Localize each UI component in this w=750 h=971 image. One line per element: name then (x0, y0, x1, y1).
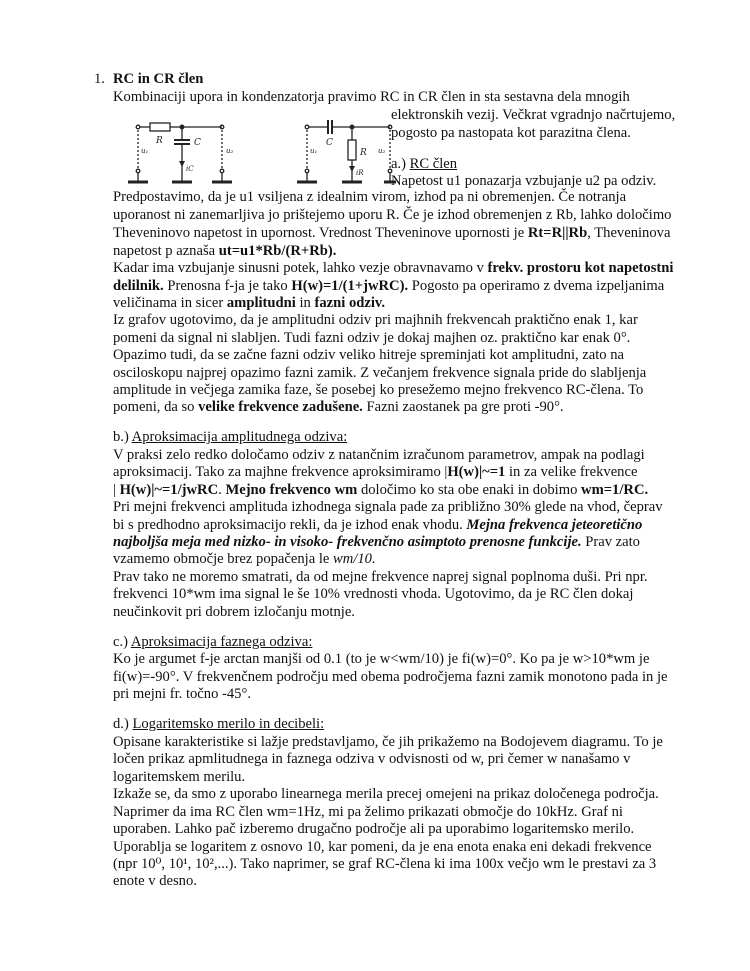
part-a-heading (391, 155, 457, 173)
bold-span: H(w)|~=1 (447, 464, 506, 480)
text-span: Pogosto pa operiramo z dvema izpeljanima (408, 278, 665, 294)
part-a-prefix: a.) (391, 156, 406, 172)
part-c-line-3: pri mejni fr. točno -45°. (113, 686, 251, 702)
bold-span: delilnik. (113, 278, 164, 294)
bold-span: frekv. prostoru kot napetostni (487, 260, 674, 276)
part-b-title: Aproksimacija amplitudnega odziva: (131, 429, 348, 445)
part-c-line-2: fi(w)=-90°. V frekvenčnem področju med obema področjema fazni zamik monotono pada in je (113, 669, 668, 685)
part-d-heading (113, 715, 324, 733)
part-a-line-8 (113, 294, 385, 312)
part-a-p2-line-4: osciloskopu najprej opazimo fazni zamik. Z večanjem frekvence signala pride do slabljenja (113, 365, 647, 381)
part-d-line-6: uporaben. Lahko pač izberemo drugačno področje ali pa uporabimo logaritemsko merilo. (113, 821, 635, 837)
part-b-line-3 (113, 481, 648, 499)
part-d-line-9: enote v desno. (113, 873, 197, 889)
part-a-line-4 (113, 224, 670, 242)
part-d-prefix: d.) (113, 716, 129, 732)
part-a-line-3: uporanost ni zanemarljiva jo prištejemo uporu R. Če je izhod obremenjen z Rb, lahko določimo (113, 207, 672, 223)
text-span: in za velike frekvence (505, 464, 638, 480)
cr-label-u2: u₂ (378, 147, 386, 155)
part-b-prefix: b.) (113, 429, 129, 445)
cr-label-c: C (326, 138, 333, 148)
rc-label-r: R (156, 136, 163, 146)
part-d-line-3: logaritemskem merilu. (113, 769, 246, 785)
bold-span: H(w)|~=1/jwRC (119, 482, 219, 498)
part-b-line-8: Prav tako ne moremo smatrati, da od mejne frekvence naprej signal poplnoma duši. Pri npr. (113, 569, 648, 585)
bold-span: fazni odziv. (314, 295, 386, 311)
rc-label-c: C (194, 138, 201, 148)
part-d-title: Logaritemsko merilo in decibeli: (132, 716, 325, 732)
bold-span: velike frekvence zadušene. (198, 399, 363, 415)
part-a-p2-line-5: amplitude in večjega zamika faze, še posebej ko presežemo mejno frekvenco RC-člena. To (113, 382, 644, 398)
text-span: Kadar ima vzbujanje sinusni potek, lahko vezje obravnavamo v (113, 260, 488, 276)
part-d-line-1: Opisane karakteristike si lažje predstavljamo, če jih prikažemo na Bodojevem diagramu. To je (113, 734, 663, 750)
text-span: vzamemo območje brez popačenja le (113, 551, 334, 567)
part-b-line-7 (113, 550, 376, 568)
bold-span: amplitudni (226, 295, 296, 311)
text-span: aproksimacij. Tako za majhne frekvence aproksimiramo | (113, 464, 448, 480)
bold-italic-span: najboljša meja med nizko- in visoko- frekvenčno asimptoto prenosne funkcije. (113, 534, 582, 550)
part-b-heading (113, 428, 347, 446)
cr-label-ir: iR (356, 169, 364, 177)
text-span: Fazni zaostanek pa gre proti -90°. (362, 399, 564, 415)
part-a-line-1: Napetost u1 ponazarja vzbujanje u2 pa odziv. (391, 173, 657, 189)
text-span: Prenosna f-ja je tako (163, 278, 292, 294)
cr-label-r: R (360, 148, 367, 158)
part-d-line-2: ločen prikaz apmlitudnega in faznega odziva v odvisnosti od w, pri čemer w nanašamo v (113, 751, 631, 767)
text-span: , Theveninova (587, 225, 671, 241)
text-span: veličinama in sicer (113, 295, 227, 311)
part-b-line-1: V praksi zelo redko določamo odziv z natančnim izračunom parametrov, ampak na podlagi (113, 447, 645, 463)
thevenin-voltage-formula: ut=u1*Rb/(R+Rb). (218, 243, 337, 259)
rc-label-u2: u₂ (226, 147, 234, 155)
part-a-p2-line-1: Iz grafov ugotovimo, da je amplitudni odziv pri majhnih frekvencah praktično enak 1, kar (113, 312, 638, 328)
cr-circuit-diagram (292, 113, 397, 185)
intro-line-2: elektronskih vezij. Večkrat vgradnjo načrtujemo, (391, 107, 676, 123)
text-span: Theveninovo napetost in upornost. Vrednost Theveninove upornosti je (113, 225, 528, 241)
part-a-p2-line-2: pomeni da signal ni slabljen. Tudi fazni odziv je dokaj majhen oz. praktično kar enak 0°. (113, 330, 631, 346)
part-a-line-2: Predpostavimo, da je u1 vsiljena z idealnim virom, izhod pa ni obremenjen. Če notranja (113, 189, 627, 205)
text-span: bi s predhodno aproksimacijo rekli, da je izhod enak vhodu. (113, 517, 467, 533)
cr-label-u1: u₁ (310, 147, 318, 155)
part-a-p2-line-3: Opazimo tudi, da se začne fazni odziv veliko hitreje spreminjati kot amplitudni, zato na (113, 347, 625, 363)
part-c-heading (113, 633, 312, 651)
text-span: napetost p aznaša (113, 243, 219, 259)
rc-circuit-diagram (122, 113, 272, 185)
cutoff-frequency-formula: wm=1/RC. (581, 482, 649, 498)
part-b-line-2 (113, 463, 637, 481)
transfer-function-formula: H(w)=1/(1+jwRC). (291, 278, 409, 294)
text-span: pomeni, da so (113, 399, 199, 415)
rc-label-u1: u₁ (141, 147, 149, 155)
part-d-line-7: Uporablja se logaritem z osnovo 10, kar pomeni, da je ena enota enaka eni dekadi frekvence (113, 839, 652, 855)
part-c-prefix: c.) (113, 634, 128, 650)
bold-italic-span: Mejna frekvenca jeteoretično (466, 517, 643, 533)
part-b-line-4: Pri mejni frekvenci amplituda izhodnega signala pade za približno 30% glede na vhod, čeprav (113, 499, 663, 515)
part-c-title: Aproksimacija faznega odziva: (130, 634, 313, 650)
italic-span: wm/10. (333, 551, 376, 567)
part-a-title: RC člen (409, 156, 458, 172)
part-b-line-5 (113, 516, 642, 534)
section-number: 1. (94, 71, 105, 87)
text-span: in (295, 295, 315, 311)
intro-line-3: pogosto pa nastopata kot parazitna člena. (391, 125, 631, 141)
part-a-p2-line-6 (113, 398, 564, 416)
text-span: določimo ko sta obe enaki in dobimo (357, 482, 582, 498)
part-b-line-6 (113, 533, 640, 551)
rc-label-ic: iC (186, 165, 194, 173)
bold-span: Mejno frekvenco wm (225, 482, 358, 498)
intro-line-1: Kombinaciji upora in kondenzatorja pravimo RC in CR člen in sta sestavna dela mnogih (113, 89, 630, 105)
part-d-line-4: Izkaže se, da smo z uporabo linearnega merila precej omejeni na prikaz določenega področja. (113, 786, 659, 802)
part-d-line-8: (npr 10⁰, 10¹, 10²,...). Tako naprimer, se graf RC-člena ki ima 100x večjo wm le prestavi za 3 (113, 856, 657, 872)
section-title: RC in CR člen (113, 71, 204, 87)
part-a-line-6 (113, 259, 673, 277)
part-a-line-5 (113, 242, 336, 260)
part-c-line-1: Ko je argumet f-je arctan manjši od 0.1 (to je w<wm/10) je fi(w)=0°. Ko pa je w>10*wm je (113, 651, 650, 667)
text-span: | (113, 482, 120, 498)
part-b-line-10: neučinkovit pri dobrem izločanju motnje. (113, 604, 355, 620)
text-span: Prav zato (581, 534, 640, 550)
thevenin-resistance-formula: Rt=R||Rb (527, 225, 588, 241)
part-a-line-7 (113, 277, 664, 295)
part-d-line-5: Naprimer da ima RC člen wm=1Hz, mi pa želimo prikazati območje do 10kHz. Graf ni (113, 804, 623, 820)
text-span: . (218, 482, 226, 498)
part-b-line-9: frekvenci 10*wm ima signal le še 10% vrednosti vhoda. Ugotovimo, da je RC člen dokaj (113, 586, 634, 602)
